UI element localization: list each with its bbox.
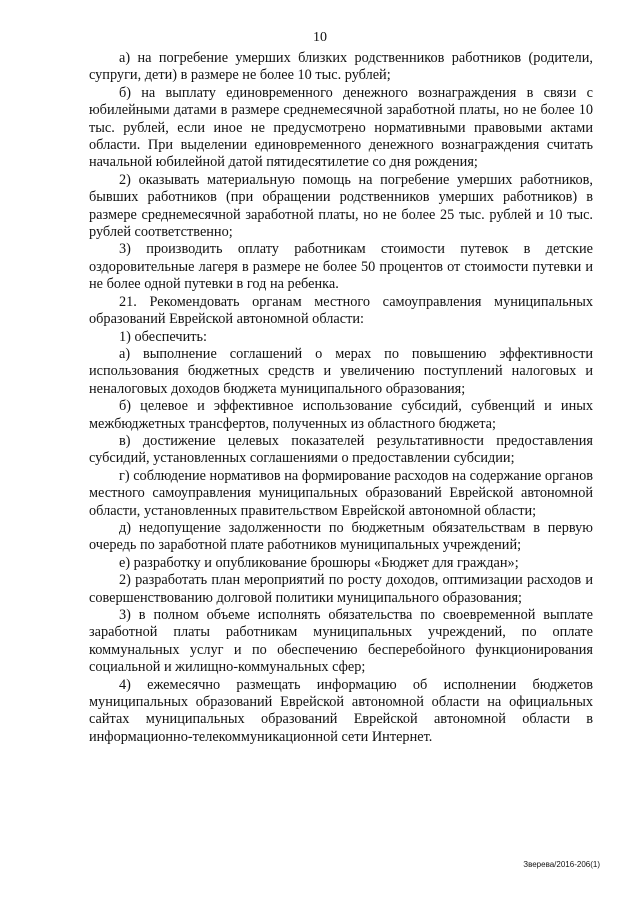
paragraph-21-4: 4) ежемесячно размещать информацию об исполнении бюджетов муниципальных образований Еврейской автономной области на официальных сайтах муниципальных образований Еврейской автономной области в информационно-телекоммуникационной сети Интернет.	[89, 676, 593, 745]
paragraph-21-1g: г) соблюдение нормативов на формирование расходов на содержание органов местного самоуправления муниципальных образований Еврейской автономной области, установленных правительством Еврейской автономной области;	[89, 467, 593, 519]
paragraph-1a-funeral-relatives: а) на погребение умерших близких родственников работников (родители, супруги, дети) в размере не более 10 тыс. рублей;	[89, 50, 593, 84]
paragraph-21-1d: д) недопущение задолженности по бюджетным обязательствам в первую очередь по заработной плате работников муниципальных учреждений;	[89, 519, 593, 554]
paragraph-21-3: 3) в полном объеме исполнять обязательства по своевременной выплате заработной платы работникам муниципальных учреждений, по оплате коммунальных услуг и по обеспечению бесперебойного функционирования социальной и жилищно-коммунальных сфер;	[89, 607, 593, 676]
paragraph-3-camp-vouchers: 3) производить оплату работникам стоимости путевок в детские оздоровительные лагеря в размере не более 50 процентов от стоимости путевки и не более одной путевки в год на ребенка.	[89, 241, 593, 293]
paragraph-2-funeral-employees: 2) оказывать материальную помощь на погребение умерших работников, бывших работников (при обращении родственников умерших работников) в размере среднемесячной заработной платы, но не более 25 тыс. рублей и 10 тыс. рублей соответственно;	[89, 171, 593, 241]
paragraph-21-1a: а) выполнение соглашений о мерах по повышению эффективности использования бюджетных средств и увеличению поступлений налоговых и неналоговых доходов бюджета муниципального образования;	[89, 345, 593, 397]
paragraph-21-1e: е) разработку и опубликование брошюры «Бюджет для граждан»;	[119, 554, 519, 571]
paragraph-21-1-ensure: 1) обеспечить:	[119, 328, 207, 345]
page-number: 10	[313, 30, 327, 45]
document-body	[89, 50, 593, 746]
paragraph-21-1v: в) достижение целевых показателей результативности предоставления субсидий, установленных соглашениями о предоставлении субсидии;	[89, 432, 593, 467]
footer-reference: Зверева/2016-206(1)	[523, 860, 600, 869]
paragraph-21-1b: б) целевое и эффективное использование субсидий, субвенций и иных межбюджетных трансфертов, полученных из областного бюджета;	[89, 398, 593, 432]
paragraph-21-recommendation: 21. Рекомендовать органам местного самоуправления муниципальных образований Еврейской автономной области:	[89, 293, 593, 328]
paragraph-1b-anniversary-reward: б) на выплату единовременного денежного вознаграждения в связи с юбилейными датами в размере среднемесячной заработной платы, но не более 10 тыс. рублей, если иное не предусмотрено нормативными правовыми актами области. При выделении единовременного денежного вознаграждения считать начальной юбилейной датой пятидесятилетие со дня рождения;	[89, 84, 593, 171]
paragraph-21-2: 2) разработать план мероприятий по росту доходов, оптимизации расходов и совершенствованию долговой политики муниципального образования;	[89, 572, 593, 606]
